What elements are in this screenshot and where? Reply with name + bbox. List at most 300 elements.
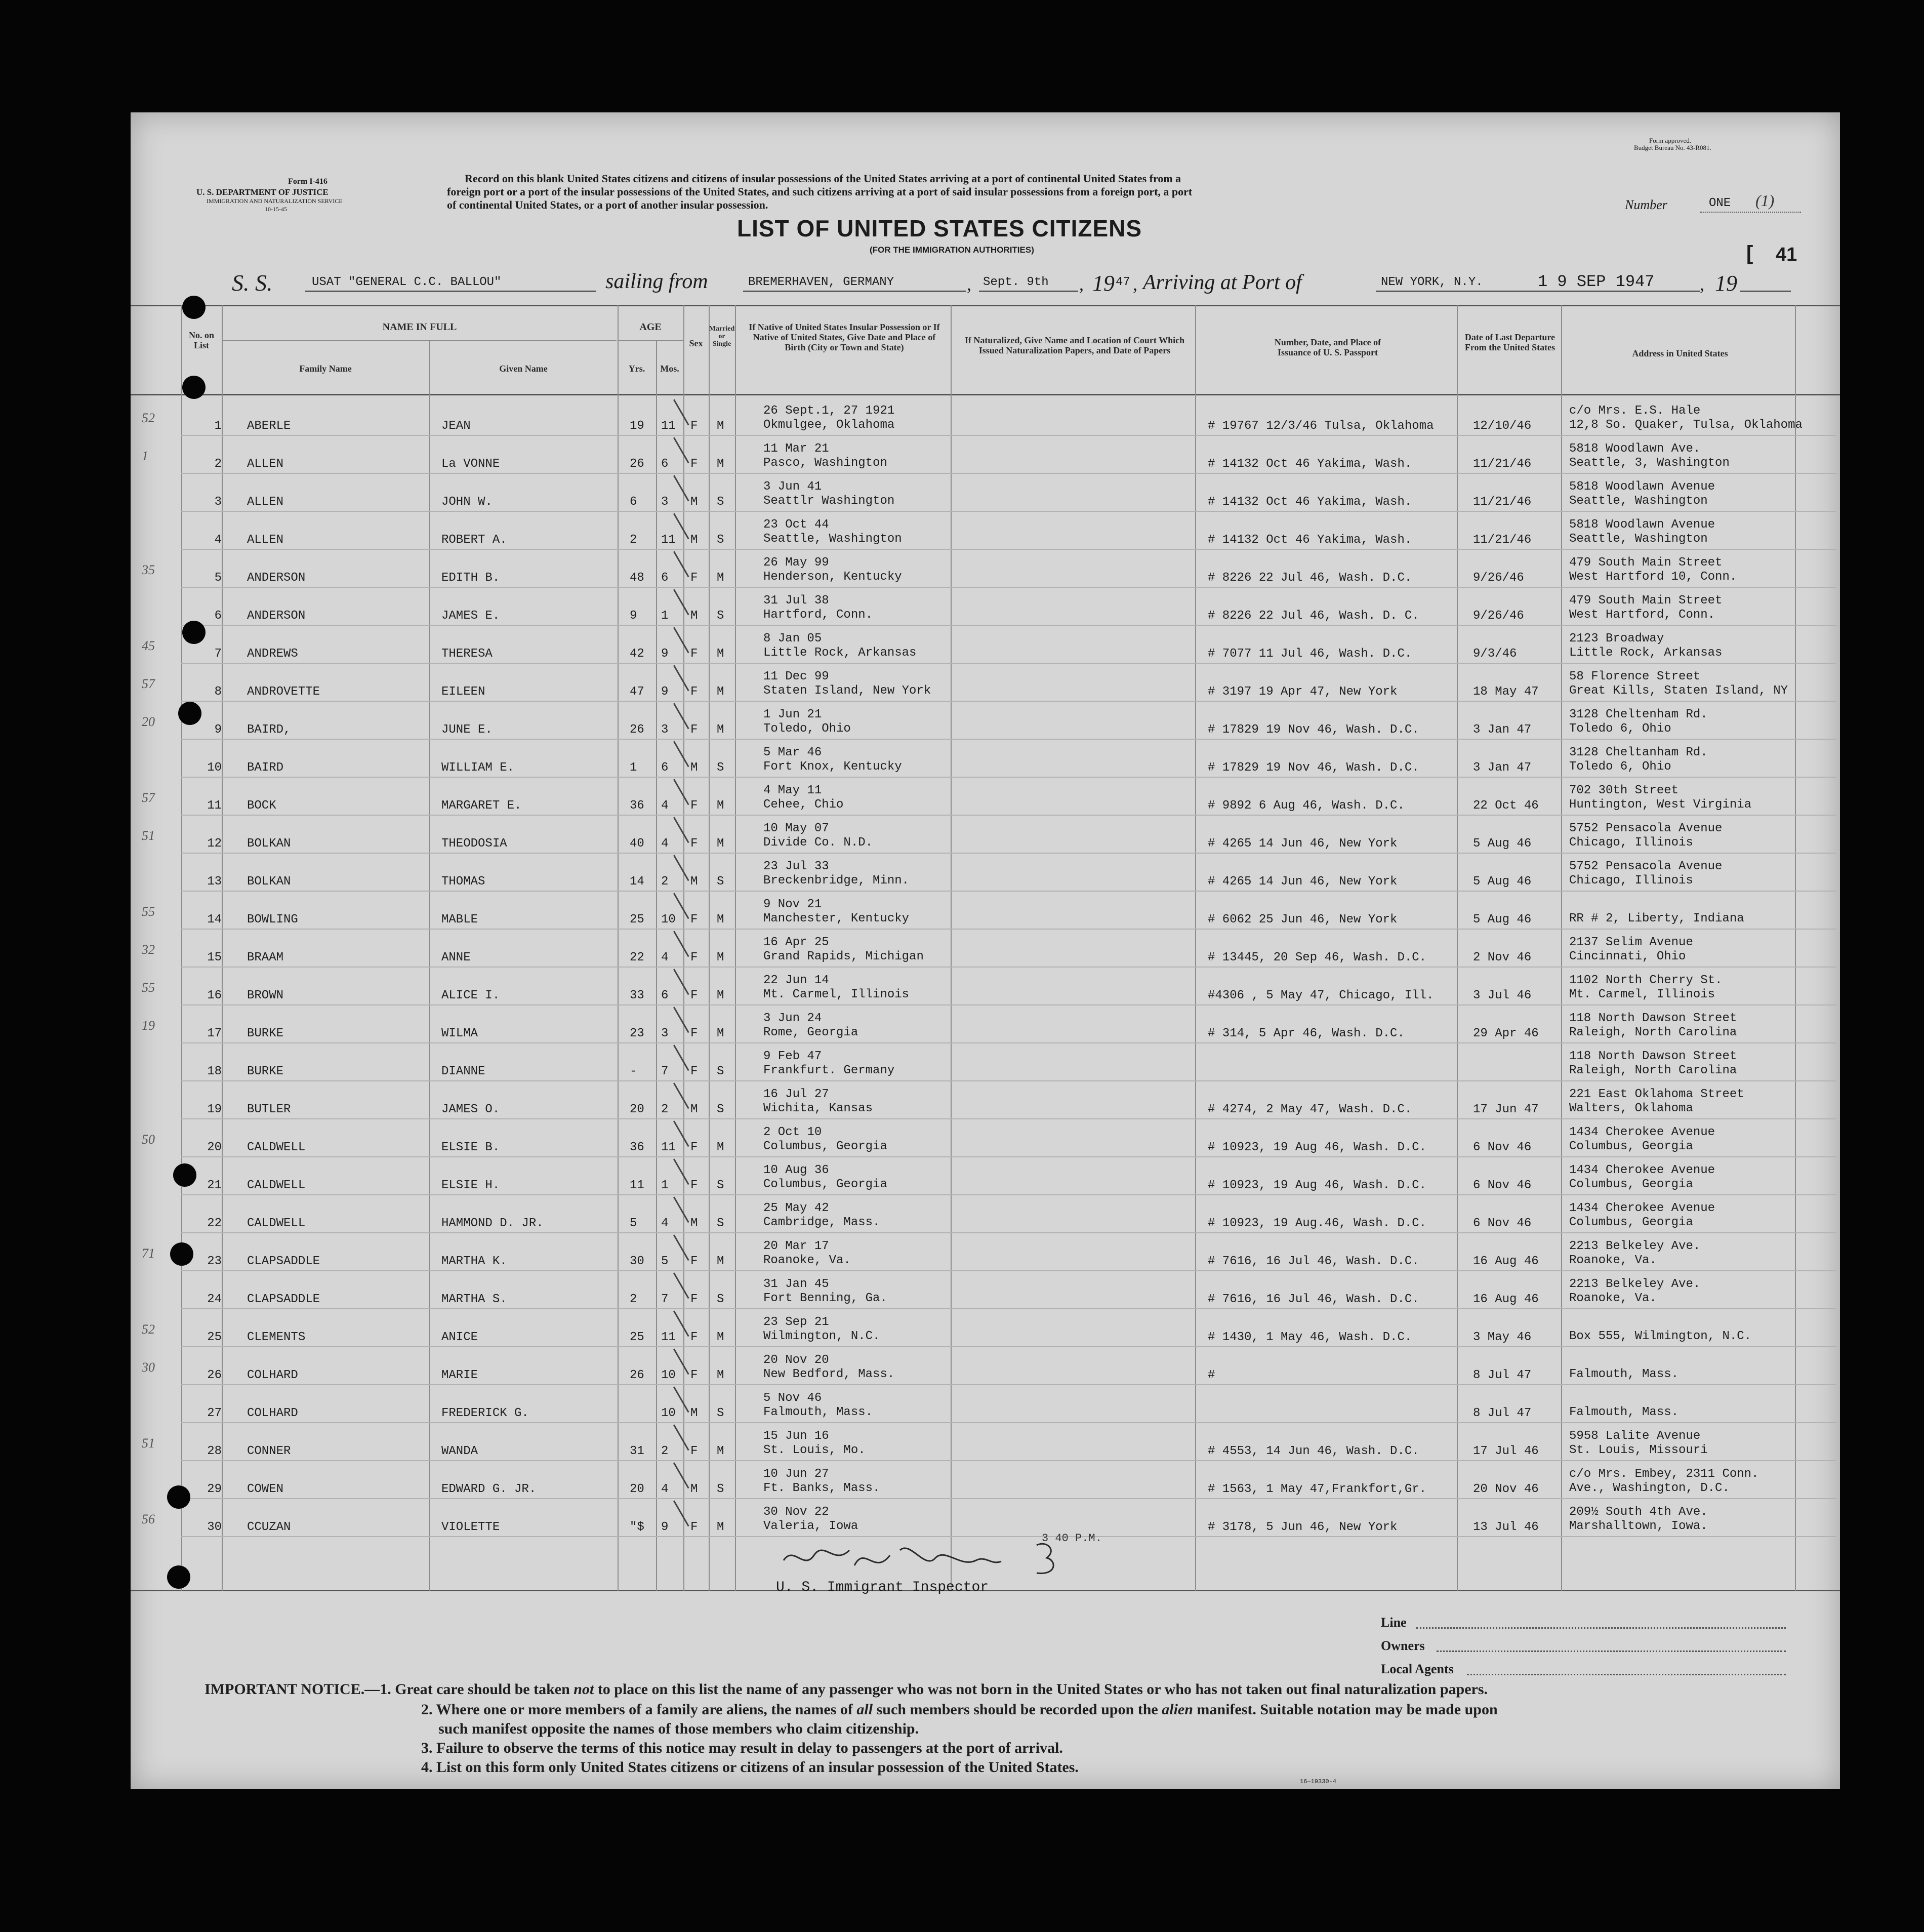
- family-name: ANDERSON: [247, 571, 306, 585]
- row-divider: [181, 1498, 1836, 1499]
- birth-place: Fort Knox, Kentucky: [763, 760, 902, 774]
- address-line-1: c/o Mrs. E.S. Hale: [1569, 404, 1701, 418]
- department-name: U. S. DEPARTMENT OF JUSTICE: [196, 187, 329, 197]
- birth-place: Wilmington, N.C.: [763, 1330, 880, 1343]
- birth-date: 11 Mar 21: [763, 442, 829, 456]
- family-name: COLHARD: [247, 1406, 298, 1420]
- check-mark: [673, 551, 689, 578]
- row-number: 12: [207, 837, 222, 851]
- stamp-bracket: [: [1746, 242, 1753, 264]
- record-text-line-3: of continental United States, or a port of another insular possession.: [447, 198, 768, 211]
- given-name: JEAN: [441, 419, 471, 433]
- check-mark: [673, 1197, 689, 1223]
- sex: F: [690, 1444, 698, 1458]
- col-line-3: [429, 340, 430, 1591]
- birth-date: 22 Jun 14: [763, 974, 829, 987]
- given-name: HAMMOND D. JR.: [441, 1217, 544, 1230]
- birth-date: 10 May 07: [763, 822, 829, 835]
- birth-date: 20 Mar 17: [763, 1239, 829, 1253]
- last-departure: 17 Jun 47: [1473, 1103, 1539, 1116]
- header-married-single: Married or Single: [709, 325, 735, 348]
- sex: M: [690, 1482, 698, 1496]
- age-months: 2: [661, 1444, 669, 1458]
- notice-2-part-b: such members should be recorded upon the: [876, 1701, 1158, 1718]
- passport: # 10923, 19 Aug.46, Wash. D.C.: [1208, 1217, 1427, 1230]
- last-departure: 5 Aug 46: [1473, 875, 1532, 889]
- sex: F: [690, 951, 698, 964]
- line-label: Line: [1381, 1615, 1407, 1630]
- given-name: THERESA: [441, 647, 493, 661]
- number-value: ONE: [1709, 196, 1731, 210]
- header-months: Mos.: [660, 364, 679, 374]
- notice-1-not: not: [574, 1681, 594, 1698]
- sex: M: [690, 1217, 698, 1230]
- family-name: CONNER: [247, 1444, 291, 1458]
- header-no-on-list: No. on List: [188, 330, 214, 350]
- sex: F: [690, 571, 698, 585]
- last-departure: 9/26/46: [1473, 609, 1524, 623]
- sex: F: [690, 1255, 698, 1268]
- last-departure: 6 Nov 46: [1473, 1141, 1532, 1154]
- margin-note: 51: [142, 1436, 155, 1451]
- row-divider: [181, 815, 1836, 816]
- last-departure: 6 Nov 46: [1473, 1179, 1532, 1192]
- punch-hole: [167, 1485, 190, 1509]
- age-months: 6: [661, 571, 669, 585]
- margin-note: 55: [142, 980, 155, 995]
- check-mark: [673, 1007, 689, 1033]
- row-divider: [181, 473, 1836, 474]
- margin-note: 57: [142, 676, 155, 691]
- marital-status: M: [717, 1027, 724, 1040]
- check-mark: [673, 1425, 689, 1451]
- address-line-2: Chicago, Illinois: [1569, 836, 1693, 850]
- margin-note: 45: [142, 638, 155, 653]
- last-departure: 3 Jan 47: [1473, 723, 1532, 737]
- address-line-1: 5752 Pensacola Avenue: [1569, 860, 1723, 873]
- family-name: BURKE: [247, 1027, 284, 1040]
- marital-status: S: [717, 761, 724, 775]
- birth-date: 15 Jun 16: [763, 1429, 829, 1443]
- margin-note: 57: [142, 790, 155, 805]
- col-line-2: [222, 305, 223, 1591]
- address-line-2: Falmouth, Mass.: [1569, 1405, 1679, 1419]
- row-divider: [181, 853, 1836, 854]
- marital-status: M: [717, 571, 724, 585]
- address-line-2: Raleigh, North Carolina: [1569, 1064, 1737, 1077]
- row-divider: [181, 625, 1836, 626]
- birth-date: 2 Oct 10: [763, 1125, 822, 1139]
- age-months: 4: [661, 1217, 669, 1230]
- marital-status: M: [717, 1444, 724, 1458]
- check-mark: [673, 665, 689, 692]
- age-months: 3: [661, 1027, 669, 1040]
- header-given-name: Given Name: [499, 364, 548, 374]
- birth-date: 1 Jun 21: [763, 708, 822, 721]
- header-naturalized: If Naturalized, Give Name and Location of Court Which Issued Naturalization Papers, and Date of Papers: [964, 335, 1185, 355]
- check-mark: [673, 703, 689, 730]
- age-months: 9: [661, 685, 669, 699]
- marital-status: S: [717, 609, 724, 623]
- sex: F: [690, 989, 698, 1002]
- last-departure: 3 Jul 46: [1473, 989, 1532, 1002]
- family-name: CALDWELL: [247, 1141, 306, 1154]
- sailing-date: Sept. 9th: [983, 275, 1049, 289]
- birth-place: Little Rock, Arkansas: [763, 646, 917, 660]
- row-number: 9: [214, 723, 222, 737]
- punch-hole: [182, 621, 206, 644]
- age-months: 6: [661, 989, 669, 1002]
- address-line-1: 5818 Woodlawn Avenue: [1569, 480, 1715, 494]
- family-name: BAIRD: [247, 761, 284, 775]
- header-last-departure: Date of Last Departure From the United States: [1464, 332, 1555, 352]
- age-years: 26: [630, 457, 644, 471]
- sex: F: [690, 1027, 698, 1040]
- sex: M: [690, 533, 698, 547]
- marital-status: S: [717, 875, 724, 889]
- marital-status: M: [717, 723, 724, 737]
- age-months: 1: [661, 1179, 669, 1192]
- address-line-2: Seattle, 3, Washington: [1569, 456, 1730, 470]
- address-line-2: Columbus, Georgia: [1569, 1140, 1693, 1153]
- check-mark: [673, 1235, 689, 1261]
- address-line-2: Seattle, Washington: [1569, 532, 1708, 546]
- age-months: 9: [661, 647, 669, 661]
- birth-place: Seattlr Washington: [763, 494, 895, 508]
- year-prefix-2: 19: [1715, 271, 1737, 296]
- age-years: 42: [630, 647, 644, 661]
- passport: # 14132 Oct 46 Yakima, Wash.: [1208, 495, 1412, 509]
- number-label: Number: [1625, 197, 1667, 212]
- birth-place: Staten Island, New York: [763, 684, 931, 698]
- header-age: AGE: [639, 321, 662, 333]
- row-divider: [181, 1156, 1836, 1157]
- birth-date: 10 Jun 27: [763, 1467, 829, 1481]
- passport: # 3197 19 Apr 47, New York: [1208, 685, 1398, 699]
- marital-status: M: [717, 1368, 724, 1382]
- age-years: 1: [630, 761, 637, 775]
- age-years: 25: [630, 913, 644, 927]
- punch-hole: [167, 1565, 190, 1589]
- birth-place: Toledo, Ohio: [763, 722, 851, 736]
- punch-hole: [178, 702, 201, 725]
- margin-note: 20: [142, 714, 155, 729]
- row-number: 3: [214, 495, 222, 509]
- birth-place: Pasco, Washington: [763, 456, 887, 470]
- marital-status: M: [717, 419, 724, 433]
- passport: # 7616, 16 Jul 46, Wash. D.C.: [1208, 1255, 1419, 1268]
- passport: # 1430, 1 May 46, Wash. D.C.: [1208, 1331, 1412, 1344]
- sex: F: [690, 1368, 698, 1382]
- given-name: ELSIE H.: [441, 1179, 500, 1192]
- age-months: 3: [661, 723, 669, 737]
- marital-status: M: [717, 989, 724, 1002]
- age-years: 11: [630, 1179, 644, 1192]
- address-line-1: 5818 Woodlawn Avenue: [1569, 518, 1715, 532]
- row-divider: [181, 1460, 1836, 1461]
- check-mark: [673, 779, 689, 806]
- age-months: 10: [661, 1406, 676, 1420]
- birth-date: 23 Oct 44: [763, 518, 829, 532]
- given-name: ALICE I.: [441, 989, 500, 1002]
- birth-place: Cehee, Chio: [763, 798, 844, 812]
- row-divider: [181, 587, 1836, 588]
- given-name: ANICE: [441, 1331, 478, 1344]
- given-name: EILEEN: [441, 685, 485, 699]
- marital-status: S: [717, 1293, 724, 1306]
- header-sex: Sex: [689, 338, 703, 348]
- row-number: 21: [207, 1179, 222, 1192]
- age-months: 9: [661, 1520, 669, 1534]
- age-months: 11: [661, 1141, 676, 1154]
- col-line-11: [1457, 305, 1458, 1591]
- family-name: CLEMENTS: [247, 1331, 306, 1344]
- address-line-2: Seattle, Washington: [1569, 494, 1708, 508]
- last-departure: 8 Jul 47: [1473, 1406, 1532, 1420]
- family-name: BOLKAN: [247, 875, 291, 889]
- ship-line: [305, 291, 596, 292]
- row-divider: [181, 1232, 1836, 1233]
- family-name: ANDERSON: [247, 609, 306, 623]
- family-name: BRAAM: [247, 951, 284, 964]
- last-departure: 5 Aug 46: [1473, 837, 1532, 851]
- sailing-label: sailing from: [605, 270, 708, 293]
- marital-status: M: [717, 1141, 724, 1154]
- age-months: 11: [661, 419, 676, 433]
- family-name: BAIRD,: [247, 723, 291, 737]
- row-number: 17: [207, 1027, 222, 1040]
- header-family-name: Family Name: [299, 364, 352, 374]
- marital-status: S: [717, 1482, 724, 1496]
- check-mark: [673, 817, 689, 843]
- address-line-2: Chicago, Illinois: [1569, 874, 1693, 888]
- local-agents-label: Local Agents: [1381, 1662, 1454, 1676]
- col-line-4: [618, 305, 619, 1591]
- margin-note: 71: [142, 1246, 155, 1261]
- given-name: ANNE: [441, 951, 471, 964]
- birth-date: 4 May 11: [763, 784, 822, 797]
- age-months: 11: [661, 1331, 676, 1344]
- check-mark: [673, 1501, 689, 1527]
- sex: F: [690, 1065, 698, 1078]
- given-name: JAMES O.: [441, 1103, 500, 1116]
- address-line-1: 1434 Cherokee Avenue: [1569, 1125, 1715, 1139]
- row-number: 15: [207, 951, 222, 964]
- given-name: THEODOSIA: [441, 837, 507, 851]
- row-number: 11: [207, 799, 222, 813]
- sex: F: [690, 457, 698, 471]
- birth-place: Manchester, Kentucky: [763, 912, 910, 925]
- check-mark: [673, 931, 689, 957]
- sex: M: [690, 495, 698, 509]
- row-divider: [181, 1422, 1836, 1423]
- sex: M: [690, 1103, 698, 1116]
- row-number: 30: [207, 1520, 222, 1534]
- passport: # 314, 5 Apr 46, Wash. D.C.: [1208, 1027, 1405, 1040]
- header-years: Yrs.: [628, 364, 645, 374]
- sex: F: [690, 419, 698, 433]
- last-departure: 16 Aug 46: [1473, 1293, 1539, 1306]
- row-divider: [181, 511, 1836, 512]
- birth-date: 23 Sep 21: [763, 1315, 829, 1329]
- given-name: MARGARET E.: [441, 799, 522, 813]
- given-name: MABLE: [441, 913, 478, 927]
- margin-note: 52: [142, 1322, 155, 1337]
- last-departure: 5 Aug 46: [1473, 913, 1532, 927]
- col-line-10: [1195, 305, 1196, 1591]
- address-line-2: Roanoke, Va.: [1569, 1254, 1657, 1267]
- family-name: ABERLE: [247, 419, 291, 433]
- last-departure: 22 Oct 46: [1473, 799, 1539, 813]
- row-number: 14: [207, 913, 222, 927]
- address-line-1: 2123 Broadway: [1569, 632, 1664, 646]
- address-line-2: 12,8 So. Quaker, Tulsa, Oklahoma: [1569, 418, 1803, 432]
- given-name: VIOLETTE: [441, 1520, 500, 1534]
- family-name: CCUZAN: [247, 1520, 291, 1534]
- given-name: THOMAS: [441, 875, 485, 889]
- passport: # 17829 19 Nov 46, Wash. D.C.: [1208, 761, 1419, 775]
- row-number: 13: [207, 875, 222, 889]
- row-number: 25: [207, 1331, 222, 1344]
- birth-place: Cambridge, Mass.: [763, 1216, 880, 1229]
- age-years: 20: [630, 1103, 644, 1116]
- birth-place: Fort Benning, Ga.: [763, 1292, 887, 1305]
- family-name: ALLEN: [247, 495, 284, 509]
- address-line-2: St. Louis, Missouri: [1569, 1443, 1708, 1457]
- row-divider: [181, 1080, 1836, 1081]
- stamp-number: 41: [1776, 244, 1797, 265]
- family-name: BROWN: [247, 989, 284, 1002]
- given-name: La VONNE: [441, 457, 500, 471]
- given-name: DIANNE: [441, 1065, 485, 1078]
- birth-date: 30 Nov 22: [763, 1505, 829, 1519]
- inspector-label: U. S. Immigrant Inspector: [776, 1580, 989, 1595]
- last-departure: 18 May 47: [1473, 685, 1539, 699]
- family-name: BUTLER: [247, 1103, 291, 1116]
- birth-place: Valeria, Iowa: [763, 1519, 858, 1533]
- age-months: 2: [661, 1103, 669, 1116]
- passport: # 4274, 2 May 47, Wash. D.C.: [1208, 1103, 1412, 1116]
- comma-2: ,: [1079, 274, 1084, 294]
- margin-note: 19: [142, 1018, 155, 1033]
- birth-date: 26 May 99: [763, 556, 829, 570]
- sex: F: [690, 723, 698, 737]
- last-departure: 16 Aug 46: [1473, 1255, 1539, 1268]
- birth-place: Columbus, Georgia: [763, 1178, 887, 1191]
- age-months: 4: [661, 951, 669, 964]
- notice-2-part-a: 2. Where one or more members of a family are aliens, the names of: [421, 1701, 853, 1718]
- col-line-5: [656, 340, 657, 1591]
- age-years: 26: [630, 1368, 644, 1382]
- row-number: 16: [207, 989, 222, 1002]
- address-line-2: Roanoke, Va.: [1569, 1292, 1657, 1305]
- row-divider: [181, 435, 1836, 436]
- given-name: WANDA: [441, 1444, 478, 1458]
- address-line-1: 3128 Cheltenham Rd.: [1569, 708, 1708, 721]
- birth-place: Wichita, Kansas: [763, 1102, 873, 1115]
- given-name: MARTHA S.: [441, 1293, 507, 1306]
- marital-status: M: [717, 1331, 724, 1344]
- port-line: [1376, 291, 1700, 292]
- record-text-line-1: Record on this blank United States citizens and citizens of insular possessions of the United States arriving at a port of continental United States from a: [465, 172, 1181, 185]
- birth-place: Frankfurt. Germany: [763, 1064, 895, 1077]
- sex: F: [690, 1179, 698, 1192]
- row-divider: [181, 967, 1836, 968]
- row-divider: [181, 929, 1836, 930]
- service-name: IMMIGRATION AND NATURALIZATION SERVICE: [207, 197, 343, 205]
- row-divider: [181, 1308, 1836, 1309]
- birth-place: Breckenbridge, Minn.: [763, 874, 910, 888]
- address-line-2: Toledo 6, Ohio: [1569, 722, 1671, 736]
- birth-date: 31 Jul 38: [763, 594, 829, 608]
- age-years: 48: [630, 571, 644, 585]
- row-number: 5: [214, 571, 222, 585]
- birth-place: Seattle, Washington: [763, 532, 902, 546]
- margin-note: 52: [142, 411, 155, 425]
- comma-3: ,: [1133, 274, 1137, 294]
- ship-name: USAT "GENERAL C.C. BALLOU": [312, 275, 502, 289]
- address-line-2: RR # 2, Liberty, Indiana: [1569, 912, 1744, 925]
- given-name: JOHN W.: [441, 495, 493, 509]
- col-line-9: [951, 305, 952, 1591]
- notice-heading: IMPORTANT NOTICE.—: [204, 1681, 380, 1698]
- age-months: 4: [661, 1482, 669, 1496]
- row-number: 28: [207, 1444, 222, 1458]
- address-line-2: Marshalltown, Iowa.: [1569, 1519, 1708, 1533]
- sex: F: [690, 1331, 698, 1344]
- comma-1: ,: [967, 274, 971, 294]
- passport: # 4265 14 Jun 46, New York: [1208, 875, 1398, 889]
- row-number: 2: [214, 457, 222, 471]
- marital-status: M: [717, 1255, 724, 1268]
- margin-note: 32: [142, 942, 155, 957]
- birth-date: 11 Dec 99: [763, 670, 829, 683]
- given-name: EDWARD G. JR.: [441, 1482, 537, 1496]
- age-months: 5: [661, 1255, 669, 1268]
- sex: M: [690, 875, 698, 889]
- sex: F: [690, 799, 698, 813]
- sex: F: [690, 647, 698, 661]
- last-departure: 3 Jan 47: [1473, 761, 1532, 775]
- birth-place: Rome, Georgia: [763, 1026, 858, 1039]
- age-months: 6: [661, 761, 669, 775]
- address-line-2: Toledo 6, Ohio: [1569, 760, 1671, 774]
- col-line-1: [181, 305, 182, 1591]
- marital-status: S: [717, 1217, 724, 1230]
- marital-status: M: [717, 1520, 724, 1534]
- row-divider: [181, 1384, 1836, 1385]
- address-line-2: Falmouth, Mass.: [1569, 1367, 1679, 1381]
- punch-hole: [182, 296, 206, 319]
- number-line: [1700, 212, 1801, 213]
- sex: F: [690, 913, 698, 927]
- family-name: BOLKAN: [247, 837, 291, 851]
- family-name: CALDWELL: [247, 1179, 306, 1192]
- address-line-1: 479 South Main Street: [1569, 556, 1723, 570]
- family-name: COLHARD: [247, 1368, 298, 1382]
- row-divider: [181, 701, 1836, 702]
- marital-status: M: [717, 799, 724, 813]
- col-line-8: [735, 305, 736, 1591]
- last-departure: 9/3/46: [1473, 647, 1517, 661]
- birth-place: Hartford, Conn.: [763, 608, 873, 622]
- family-name: BOWLING: [247, 913, 298, 927]
- margin-note: 50: [142, 1132, 155, 1147]
- important-notice-4: 4. List on this form only United States citizens or citizens of an insular possession of the United States.: [421, 1759, 1079, 1776]
- last-departure: 8 Jul 47: [1473, 1368, 1532, 1382]
- row-divider: [181, 549, 1836, 550]
- row-number: 1: [214, 419, 222, 433]
